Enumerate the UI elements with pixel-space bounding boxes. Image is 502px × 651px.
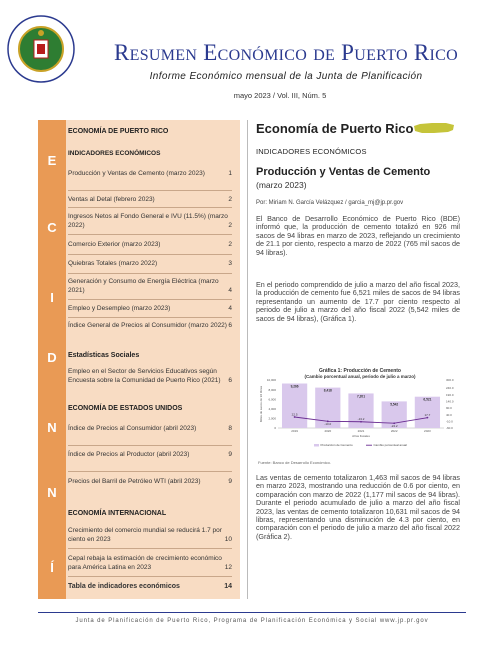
chart-bar: [282, 384, 307, 428]
toc-entry[interactable]: Crecimiento del comercio mundial se reducirá 1.7 por ciento en 2023 10: [68, 527, 232, 543]
x-tick-label: 2019: [291, 429, 298, 433]
bar-data-label: 7,201: [357, 394, 365, 399]
bar-data-label: 6,521: [423, 397, 432, 402]
article-title: Producción y Ventas de Cemento: [256, 166, 431, 178]
toc-entry[interactable]: Empleo y Desempleo (marzo 2023) 4: [68, 305, 232, 312]
article-paragraph: En el periodo comprendido de julio a marzo del año fiscal 2023, la producción de cemento fue 6,521 miles de sacos de 94 libras representando un aumento de 17.7 por ciento respecto al periodo de julio a marzo del año fiscal 2022 (5,542 miles de sacos de 94 libras), (Gráfica 1).: [256, 280, 460, 323]
toc-entry[interactable]: Quiebras Totales (marzo 2022) 3: [68, 260, 232, 267]
y-tick-label: 6,000: [268, 397, 276, 402]
cement-production-chart: [256, 366, 464, 470]
toc-entry[interactable]: Índice General de Precios al Consumidor (marzo 2022) 6: [68, 322, 232, 329]
column-divider: [247, 120, 248, 599]
index-letter: E: [47, 153, 57, 168]
x-axis-label: Años fiscales: [352, 434, 370, 438]
article-paragraph: Las ventas de cemento totalizaron 1,463 mil sacos de 94 libras en marzo 2023, mostrando una reducción de 0.6 por ciento, en comparación con marzo de 2022 (1,177 mil sacos de 94 libras). Durante el periodo acumulado de julio a marzo del año fiscal 2023, las ventas de cemento totalizaron 10,631 mil sacos de 94 libras, representando una disminución de 4.3 por ciento, en comparación con el periodo de julio a marzo del año fiscal 2022 (Gráfica 2).: [256, 473, 460, 541]
line-data-label: -13.2: [357, 417, 365, 422]
y-tick-label: 4,000: [268, 407, 276, 411]
issue-info: mayo 2023 / Vol. III, Núm. 5: [233, 91, 327, 100]
toc-entry[interactable]: Tabla de indicadores económicos 14: [68, 583, 232, 590]
bar-data-label: 8,418: [323, 388, 332, 393]
y-tick-label: 8,000: [268, 387, 276, 392]
line-data-label: -24.2: [390, 424, 398, 429]
line-data-label: 22.5: [291, 412, 298, 417]
y-axis-label: Miles de sacos de 94 libras: [259, 385, 263, 423]
toc-entry[interactable]: Ingresos Netos al Fondo General e IVU (11.5%) (marzo 2022) 2: [68, 213, 232, 229]
index-letter: N: [47, 420, 57, 435]
x-tick-label: 2022: [390, 429, 398, 433]
y-tick-label: 0: [274, 426, 276, 431]
chart-subtitle: (Cambio porcentual anual, periodo de julio a marzo): [304, 374, 416, 379]
chart-title: Gráfica 1: Producción de Cemento: [319, 368, 401, 374]
index-letter: C: [47, 220, 57, 235]
x-tick-label: 2020: [324, 429, 332, 433]
toc-heading: Estadísticas Sociales: [68, 352, 140, 359]
section-title: Economía de Puerto Rico: [256, 121, 414, 136]
article-author: Por: Miriam N. García Velázquez / garcia_mj@jp.pr.gov: [256, 200, 404, 206]
toc-entry[interactable]: Comercio Exterior (marzo 2023) 2: [68, 241, 232, 248]
bar-data-label: 9,266: [290, 384, 299, 389]
legend-label: Cambio porcentual anual: [373, 443, 407, 448]
x-tick-label: 2023: [424, 429, 431, 433]
chart-bar: [348, 393, 373, 428]
index-letter: D: [47, 350, 57, 365]
y2-tick-label: 300.0: [446, 378, 454, 383]
footer-text: Junta de Planificación de Puerto Rico, Programa de Planificación Económica y Social www.jp.pr.gov: [75, 618, 429, 624]
toc-entry[interactable]: Generación y Consumo de Energía Eléctrica (marzo 2021) 4: [68, 278, 232, 294]
index-letter: Í: [50, 560, 54, 575]
toc-entry[interactable]: Índice de Precios al Productor (abril 2023) 9: [68, 451, 232, 458]
y2-tick-label: 140.0: [446, 399, 454, 404]
toc-entry[interactable]: Empleo en el Sector de Servicios Educativos según Encuesta sobre la Comunidad de Puerto Rico (2021) 6: [68, 368, 232, 384]
puerto-rico-map-icon: [412, 121, 456, 135]
legend-swatch: [314, 444, 319, 447]
y2-tick-label: -60.0: [446, 426, 453, 431]
bar-data-label: 5,542: [390, 402, 399, 407]
toc-entry[interactable]: Ventas al Detal (febrero 2023) 2: [68, 196, 232, 203]
newsletter-title: Resumen Económico de Puerto Rico: [114, 40, 458, 65]
toc-heading: ECONOMÍA INTERNACIONAL: [68, 510, 167, 517]
legend-label: Producción de Cemento: [320, 443, 353, 448]
toc-heading: ECONOMÍA DE ESTADOS UNIDOS: [68, 405, 183, 412]
index-letters-bar: [38, 120, 66, 599]
x-tick-label: 2021: [357, 429, 365, 433]
y2-tick-label: 40.0: [446, 412, 452, 417]
chart-source: Fuente: Banco de Desarrollo Económico.: [258, 460, 331, 465]
toc-heading: ECONOMÍA DE PUERTO RICO: [68, 128, 169, 135]
toc-entry[interactable]: Índice de Precios al Consumidor (abril 2023) 8: [68, 425, 232, 432]
y2-tick-label: 90.0: [446, 406, 452, 411]
index-letter: N: [47, 485, 57, 500]
toc-entry[interactable]: Cepal rebaja la estimación de crecimiento económico para América Latina en 2023 12: [68, 555, 232, 571]
y2-tick-label: -10.0: [446, 419, 453, 424]
y-tick-label: 10,000: [266, 378, 276, 383]
toc-heading: INDICADORES ECONÓMICOS: [68, 150, 161, 157]
y2-tick-label: 190.0: [446, 392, 454, 397]
toc-entry[interactable]: Producción y Ventas de Cemento (marzo 2023) 1: [68, 170, 232, 177]
puerto-rico-seal: [6, 14, 76, 84]
y-tick-label: 2,000: [268, 416, 276, 421]
article-date: (marzo 2023): [256, 180, 307, 190]
newsletter-subtitle: Informe Económico mensual de la Junta de Planificación: [149, 71, 423, 82]
toc-entry[interactable]: Precios del Barril de Petróleo WTI (abril 2023) 9: [68, 478, 232, 485]
y2-tick-label: 240.0: [446, 386, 454, 391]
line-data-label: 17.7: [424, 413, 431, 418]
line-data-label: -10.0: [324, 422, 332, 427]
index-letter: I: [50, 290, 54, 305]
section-subtitle: INDICADORES ECONÓMICOS: [256, 147, 367, 156]
footer-divider: [38, 612, 466, 613]
article-paragraph: El Banco de Desarrollo Económico de Puerto Rico (BDE) informó que, la producción de cemento totalizó en 926 mil sacos de 94 libras en marzo de 2023, reflejando un crecimiento de 21.1 por ciento, respecto a marzo de 2022 (765 mil sacos de 94 libras).: [256, 214, 460, 257]
